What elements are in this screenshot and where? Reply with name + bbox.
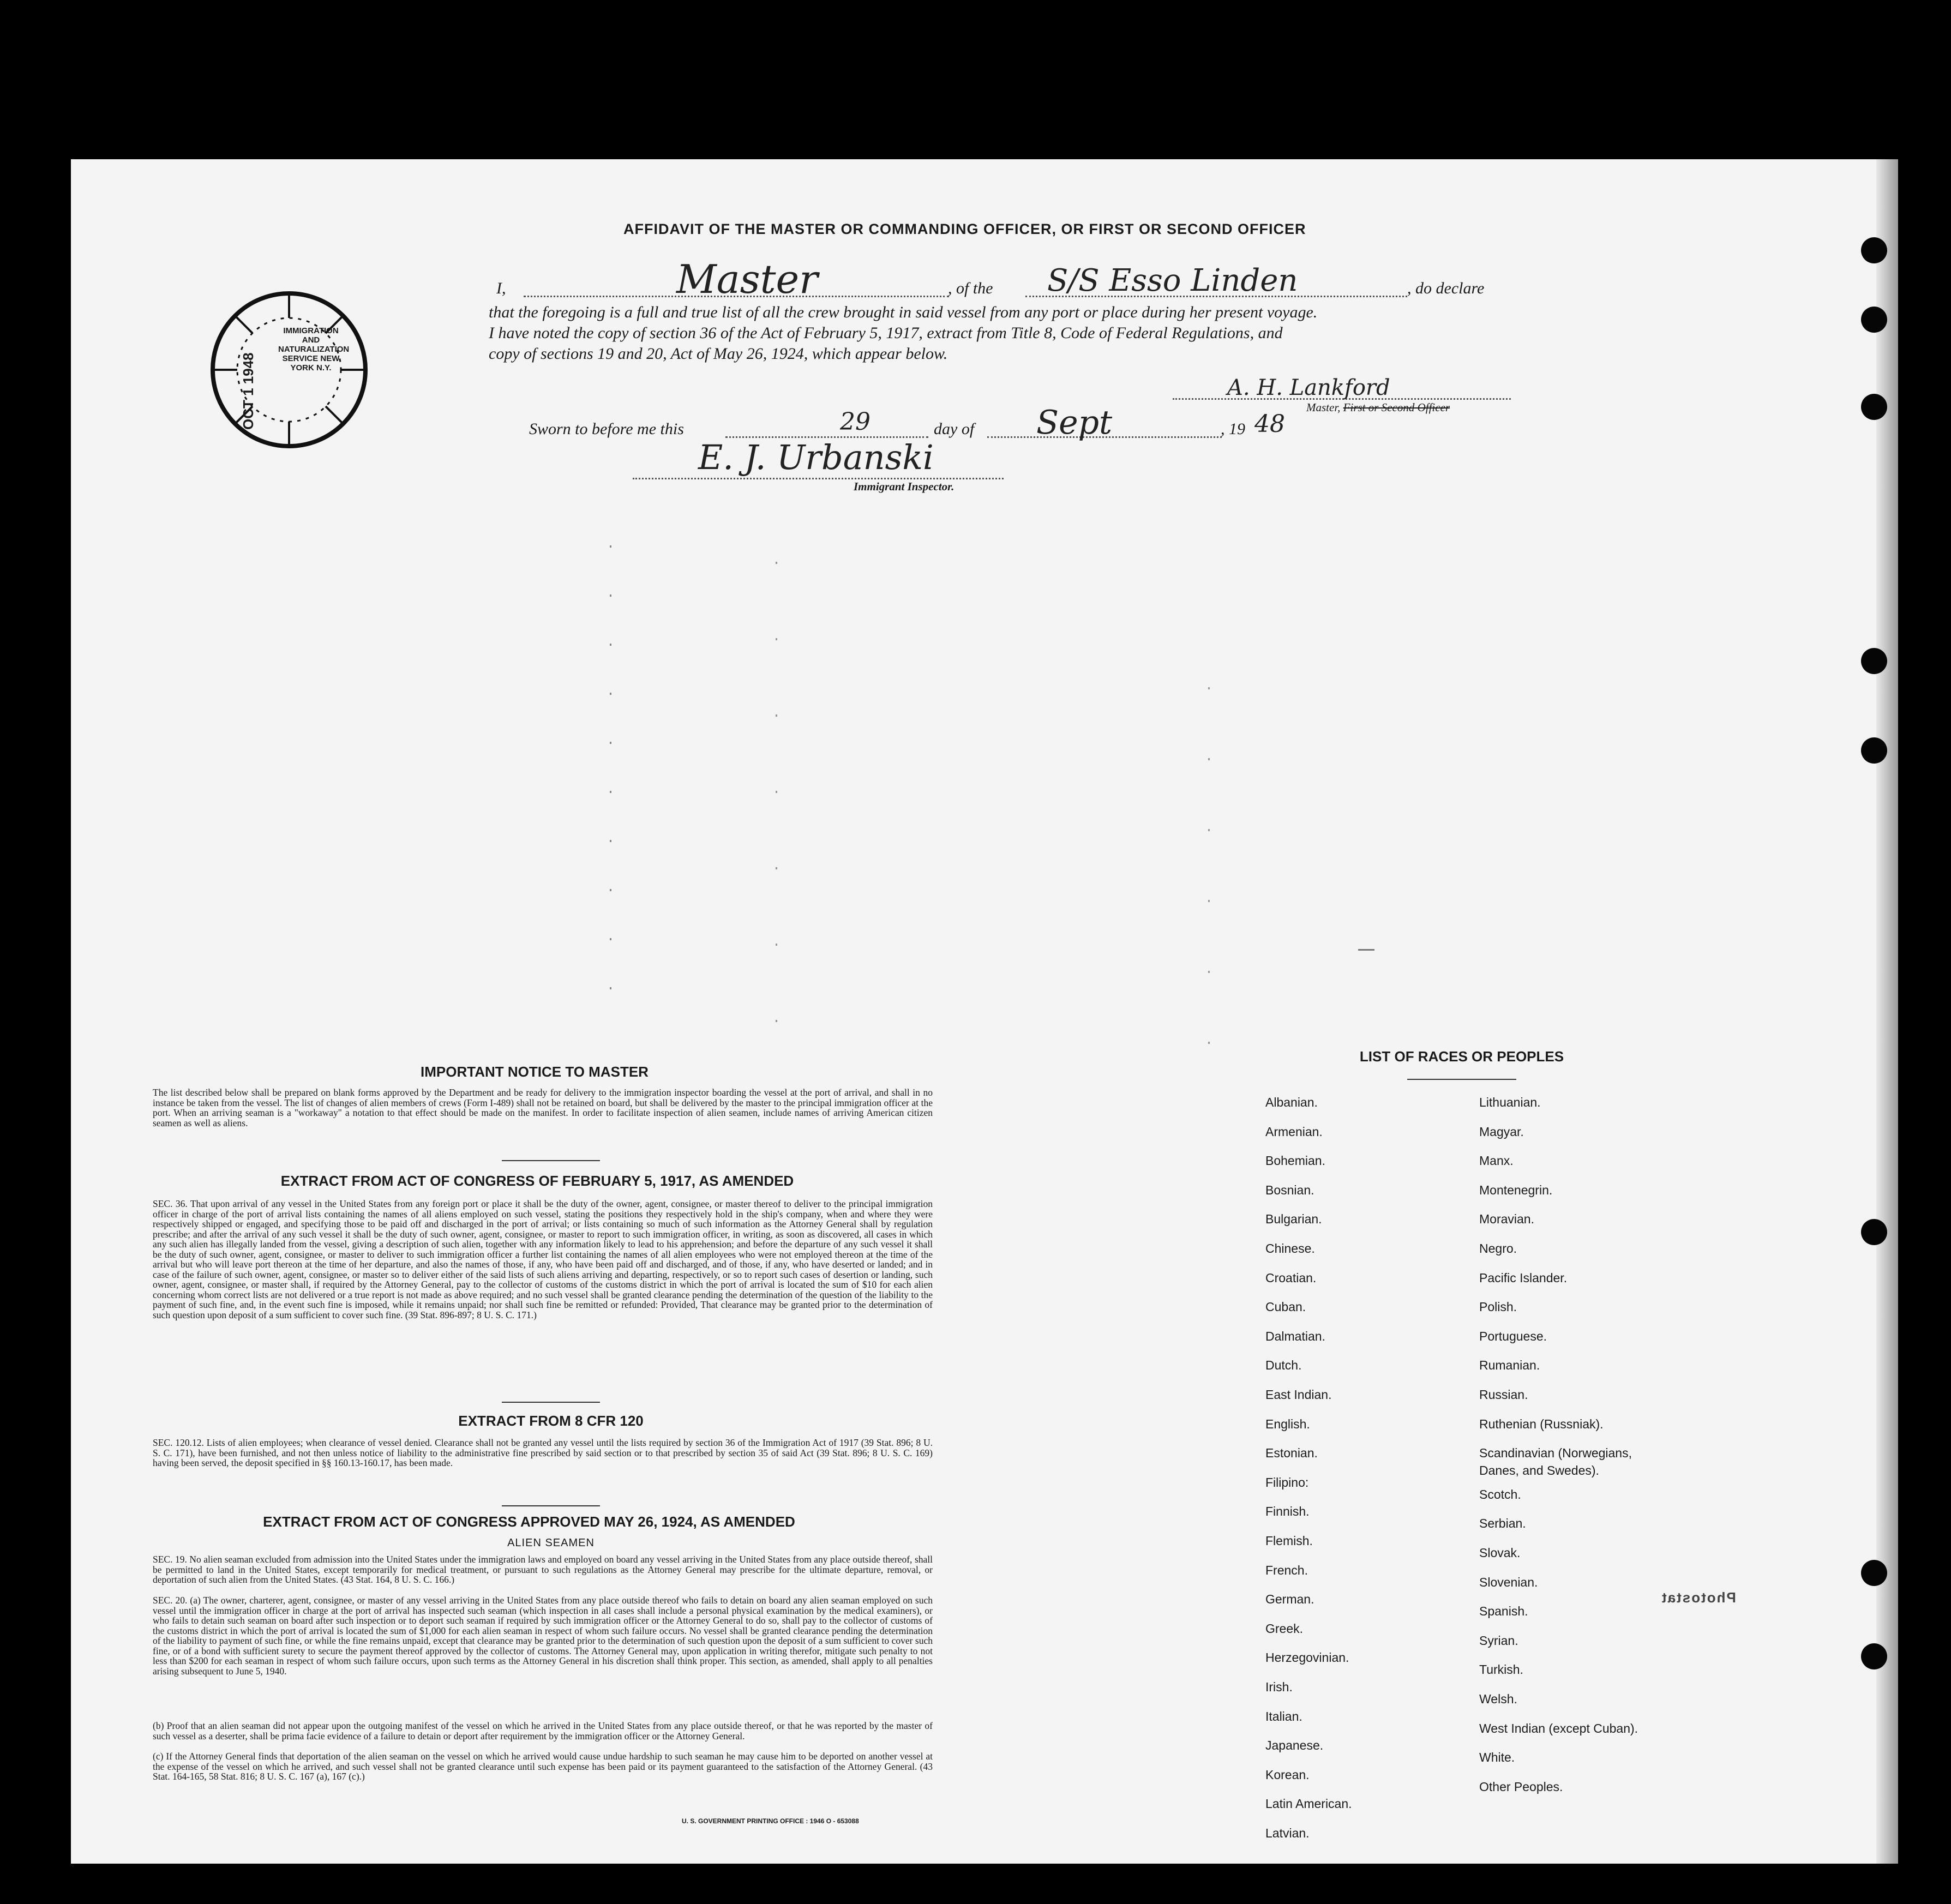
year-handwritten: 48 <box>1254 410 1285 438</box>
decl-do-declare: , do declare <box>1407 279 1485 297</box>
race-item: Pacific Islander. <box>1479 1270 1568 1285</box>
sec-20b: (b) Proof that an alien seaman did not appear upon the outgoing manifest of the vessel on which he arrived in the United States from any place outside thereof, or that he was reported by the master of such vessel as a deserter, shall be prima facie evidence of a failure to detain or deport after requirement by the immigration officer or the Attorney General. <box>153 1720 933 1741</box>
race-item: Portuguese. <box>1479 1329 1547 1343</box>
race-item: Moravian. <box>1479 1212 1534 1227</box>
extract-cfr-title: EXTRACT FROM 8 CFR 120 <box>458 1413 644 1429</box>
race-item: Dutch. <box>1265 1358 1302 1373</box>
race-item: Negro. <box>1479 1241 1517 1256</box>
race-item: Danes, and Swedes). <box>1479 1463 1599 1478</box>
binder-hole <box>1861 648 1887 674</box>
stamp-agency: IMMIGRATION AND NATURALIZATION SERVICE NEW YORK N.Y. <box>278 326 350 373</box>
race-item: Magyar. <box>1479 1124 1524 1139</box>
scan-mark <box>776 562 777 1053</box>
printer-line: U. S. GOVERNMENT PRINTING OFFICE : 1946 O - 653088 <box>682 1817 859 1825</box>
race-item: Italian. <box>1265 1709 1302 1723</box>
notice-title: IMPORTANT NOTICE TO MASTER <box>421 1064 649 1080</box>
signer-signature: A. H. Lankford <box>1227 375 1390 400</box>
extract-1924-title: EXTRACT FROM ACT OF CONGRESS APPROVED MAY 26, 1924, AS AMENDED <box>263 1513 795 1530</box>
year-prefix: , 19 <box>1221 420 1245 438</box>
notice-body: The list described below shall be prepared on blank forms approved by the Department and be ready for delivery to the immigration inspector boarding the vessel at the port of arrival, and shall in no instance be taken from the vessel. The list of changes of alien members of crews (Form I-489) shall not be retained on board, but shall be delivered by the master to the principal immigration officer at the port. When an arriving seaman is a "workaway" a notation to that effect should be made on the manifest. In order to facilitate inspection of alien seamen, include names of arriving American citizen seamen as well as aliens. <box>153 1087 933 1128</box>
extract-1917-rule <box>502 1160 600 1161</box>
sec-19: SEC. 19. No alien seaman excluded from admission into the United States under the immigration laws and employed on board any vessel arriving in the United States from any place outside thereof, shall be permitted to land in the United States, except temporarily for medical treatment, or pursuant to such regulations as the Attorney General may prescribe for the ultimate departure, removal, or deportation of such alien from the United States. (43 Stat. 164, 8 U. S. C. 166.) <box>153 1554 933 1585</box>
race-item: Turkish. <box>1479 1662 1523 1677</box>
races-title: LIST OF RACES OR PEOPLES <box>1359 1048 1564 1065</box>
extract-1924-rule <box>502 1505 600 1506</box>
race-item: Manx. <box>1479 1154 1514 1168</box>
race-item: Herzegovinian. <box>1265 1650 1349 1665</box>
extract-1924-subtitle: ALIEN SEAMEN <box>507 1537 595 1549</box>
race-item: Bohemian. <box>1265 1154 1325 1168</box>
affidavit-title: AFFIDAVIT OF THE MASTER OR COMMANDING OFFICER, OR FIRST OR SECOND OFFICER <box>623 221 1306 237</box>
race-item: Korean. <box>1265 1767 1310 1782</box>
scan-mark <box>610 545 611 1036</box>
decl-i: I, <box>496 279 506 297</box>
inspector-blank <box>633 478 1004 479</box>
signer-caption-master: Master, <box>1306 401 1343 414</box>
race-item: Albanian. <box>1265 1095 1318 1109</box>
vessel-handwritten: S/S Esso Linden <box>1047 263 1298 298</box>
race-item: Other Peoples. <box>1479 1779 1563 1794</box>
race-item: Finnish. <box>1265 1504 1310 1519</box>
decl-of-the: , of the <box>948 279 993 297</box>
master-handwritten: Master <box>676 256 818 302</box>
race-item: Montenegrin. <box>1479 1182 1553 1197</box>
extract-1917-title: EXTRACT FROM ACT OF CONGRESS OF FEBRUARY 5, 1917, AS AMENDED <box>280 1173 794 1189</box>
decl-line-3: I have noted the copy of section 36 of the Act of February 5, 1917, extract from Title 8, Code of Federal Regulations, and <box>489 324 1283 342</box>
race-item: English. <box>1265 1416 1310 1431</box>
race-item: East Indian. <box>1265 1388 1332 1402</box>
race-item: Dalmatian. <box>1265 1329 1325 1343</box>
race-item: Flemish. <box>1265 1534 1313 1548</box>
race-item: Slovenian. <box>1479 1575 1538 1589</box>
race-item: Welsh. <box>1479 1692 1517 1706</box>
race-item: Latvian. <box>1265 1826 1310 1840</box>
race-item: Rumanian. <box>1479 1358 1540 1373</box>
binder-hole <box>1861 237 1887 263</box>
scan-mark <box>1358 949 1374 951</box>
decl-line-4: copy of sections 19 and 20, Act of May 26, 1924, which appear below. <box>489 345 948 363</box>
decl-line-2: that the foregoing is a full and true list of all the crew brought in said vessel from any port or place during her present voyage. <box>489 303 1318 321</box>
race-item: Chinese. <box>1265 1241 1315 1256</box>
race-item: Japanese. <box>1265 1738 1324 1753</box>
scan-mark <box>1208 687 1210 1069</box>
day-handwritten: 29 <box>840 408 871 436</box>
inspector-signature: E. J. Urbanski <box>698 437 934 477</box>
race-item: Polish. <box>1479 1300 1517 1314</box>
race-item: German. <box>1265 1592 1314 1607</box>
race-item: Croatian. <box>1265 1270 1317 1285</box>
race-item: Armenian. <box>1265 1124 1323 1139</box>
mirrored-bleed-text: Photostat <box>1661 1589 1736 1606</box>
race-item: Slovak. <box>1479 1546 1521 1560</box>
race-item: Bosnian. <box>1265 1182 1314 1197</box>
day-of-text: day of <box>934 420 975 438</box>
race-item: Lithuanian. <box>1479 1095 1541 1109</box>
signer-caption-officer: First or Second Officer <box>1343 401 1450 414</box>
extract-1917-body: SEC. 36. That upon arrival of any vessel in the United States from any foreign port or place it shall be the duty of the owner, agent, consignee, or master thereof to deliver to the principal immigration officer in charge of the port of arrival lists containing the names of all aliens employed on such vessel, stating the positions they respectively hold in the ship's company, when and where they were respectively shipped or engaged, and specifying those to be paid off and discharged in the port of arrival; or lists containing so much of such information as the Attorney General shall by regulation prescribe; and after the arrival of any such vessel it shall be the duty of such owner, agent, consignee, or master to report to such immigration officer, in writing, as soon as discovered, all cases in which any such alien has illegally landed from the vessel, giving a description of such alien, together with any information likely to lead to his apprehension; and before the departure of any such vessel it shall be the duty of such owner, agent, consignee, or master to deliver to such immigration officer a further list containing the names of all alien employees who were not employed thereon at the time of the arrival but who will leave port thereon at the time of her departure, and also the names of those, if any, who have been paid off and discharged, and of those, if any, who have deserted or landed; and in case of the failure of such owner, agent, consignee, or master so to deliver either of the said lists of such aliens arriving and departing, respectively, or so to report such cases of desertion or landing, such owner, agent, consignee, or master shall, if required by the Attorney General, pay to the collector of customs of the customs district in which the port of arrival is located the sum of $10 for each alien concerning whom correct lists are not delivered or a true report is not made as above required; and no such vessel shall be granted clearance pending the determination of the question of the liability to the payment of such fine, and, in the event such fine is imposed, while it remains unpaid; nor shall such fine be remitted or refunded: Provided, That clearance may be granted prior to the determination of such question upon deposit of a sum sufficient to cover such fine. (39 Stat. 896-897; 8 U. S. C. 171.) <box>153 1198 933 1320</box>
race-item: Irish. <box>1265 1680 1293 1694</box>
race-item: Greek. <box>1265 1621 1304 1636</box>
binder-hole <box>1861 394 1887 420</box>
binder-hole <box>1861 307 1887 333</box>
signer-caption <box>1306 401 1450 415</box>
race-item: Russian. <box>1479 1388 1528 1402</box>
race-item: Syrian. <box>1479 1633 1518 1648</box>
binder-hole <box>1861 1219 1887 1245</box>
race-item: Latin American. <box>1265 1797 1352 1811</box>
binder-hole <box>1861 1643 1887 1669</box>
stamp-date: OCT 1 1948 <box>240 352 256 430</box>
race-item: Bulgarian. <box>1265 1212 1322 1227</box>
race-item: Filipino: <box>1265 1475 1309 1489</box>
sworn-text: Sworn to before me this <box>529 420 684 438</box>
extract-cfr-body: SEC. 120.12. Lists of alien employees; when clearance of vessel denied. Clearance shall not be granted any vessel until the lists required by section 36 of the Immigration Act of 1917 (39 Stat. 896; 8 U. S. C. 171), have been furnished, and not then unless notice of liability to the administrative fine prescribed by said section or to that prescribed by section 35 of said Act (39 Stat. 896; 8 U. S. C. 169) having been served, the deposit specified in §§ 160.13-160.17, has been made. <box>153 1437 933 1468</box>
race-item: Scandinavian (Norwegians, <box>1479 1446 1632 1461</box>
sec-20a: SEC. 20. (a) The owner, charterer, agent, consignee, or master of any vessel arriving in the United States from any place outside thereof who fails to detain on board any alien seaman employed on such vessel until the immigration officer in charge at the port of arrival has inspected such seaman (which inspection in all cases shall include a personal physical examination by the medical examiners), or who fails to detain such seaman on board after such inspection or to deport such seaman if required by such immigration officer or the Attorney General to do so, shall pay to the collector of customs of the customs district in which the port of arrival is located the sum of $1,000 for each alien seaman in respect of whom such failure occurs. No vessel shall be granted clearance pending the determination of the liability to payment of such fine, or while the fine remains unpaid, except that clearance may be granted prior to the determination of such question upon the deposit of a sum sufficient to cover such fine, or of a bond with sufficient surety to secure the payment thereof approved by the collector of customs. The Attorney General may, upon application in writing therefor, mitigate such penalty to not less than $200 for each seaman in respect of whom such failure occurs, upon such terms as the Attorney General in his discretion shall think proper. This section, as amended, shall apply to all penalties arising subsequent to June 5, 1940. <box>153 1595 933 1677</box>
race-item: Scotch. <box>1479 1487 1521 1501</box>
race-item: French. <box>1265 1563 1308 1577</box>
race-item: Cuban. <box>1265 1300 1306 1314</box>
extract-cfr-rule <box>502 1402 600 1403</box>
race-item: White. <box>1479 1750 1515 1765</box>
race-item: Serbian. <box>1479 1516 1526 1531</box>
ins-date-stamp <box>196 288 382 452</box>
binder-hole <box>1861 1560 1887 1586</box>
month-handwritten: Sept <box>1036 404 1113 442</box>
inspector-caption: Immigrant Inspector. <box>854 480 955 493</box>
race-item: Estonian. <box>1265 1446 1318 1461</box>
race-item: West Indian (except Cuban). <box>1479 1721 1638 1735</box>
race-item: Spanish. <box>1479 1604 1528 1619</box>
race-item: Ruthenian (Russniak). <box>1479 1416 1604 1431</box>
binder-hole <box>1861 737 1887 764</box>
races-rule <box>1407 1079 1516 1080</box>
sec-20c: (c) If the Attorney General finds that deportation of the alien seaman on the vessel on which he arrived would cause undue hardship to such seaman he may cause him to be deported on another vessel at the expense of the vessel on which he arrived, and such vessel shall not be granted clearance until such expense has been paid or its payment guaranteed to the satisfaction of the Attorney General. (43 Stat. 164-165, 58 Stat. 816; 8 U. S. C. 167 (a), 167 (c).) <box>153 1751 933 1782</box>
